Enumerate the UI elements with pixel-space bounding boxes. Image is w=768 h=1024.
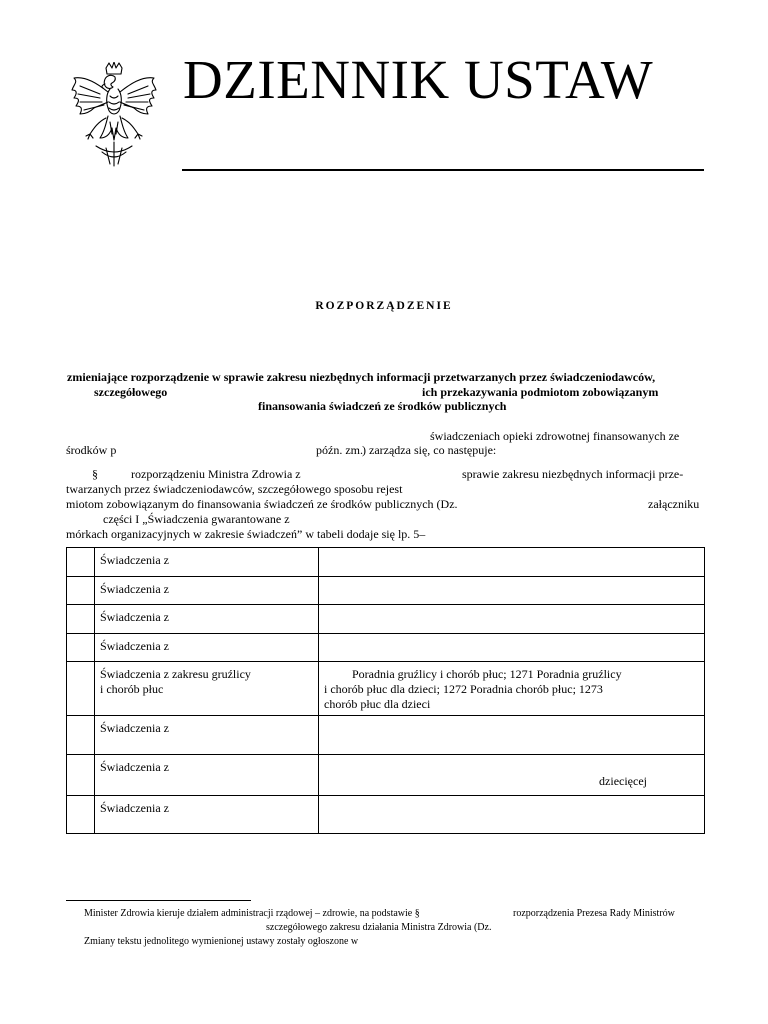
- preamble-line-1: świadczeniach opieki zdrowotnej finansowanych ze: [430, 429, 680, 443]
- subject-line-2b: ich przekazywania podmiotom zobowiązanym: [422, 385, 659, 399]
- service-line: i chorób płuc: [100, 682, 164, 696]
- units-cell: [319, 796, 705, 834]
- table-row: [67, 716, 705, 755]
- units-line: chorób płuc dla dzieci: [324, 697, 431, 711]
- footnote-1-part-b: rozporządzenia Prezesa Rady Ministrów: [513, 908, 675, 919]
- footnote-1-part-a: Minister Zdrowia kieruje działem administracji rządowej – zdrowie, na podstawie §: [84, 908, 420, 919]
- subject-line-3: finansowania świadczeń ze środków publicznych: [258, 399, 507, 413]
- service-cell: Świadczenia z: [95, 716, 319, 755]
- units-cell: [319, 716, 705, 755]
- service-cell: Świadczenia z: [95, 634, 319, 662]
- service-cell: Świadczenia z: [95, 548, 319, 577]
- units-cell: [319, 605, 705, 634]
- masthead-divider: [182, 169, 704, 171]
- preamble-line-2c: ) zarządza się, co następuje:: [362, 443, 497, 457]
- service-line: Świadczenia z zakresu gruźlicy: [100, 667, 251, 681]
- table-row: [67, 662, 705, 716]
- paragraph-line-1a: rozporządzeniu Ministra Zdrowia z: [131, 467, 301, 481]
- subject-line-2a: szczegółowego: [94, 385, 168, 399]
- lp-cell: [67, 662, 95, 716]
- paragraph-line-2: twarzanych przez świadczeniodawców, szczegółowego sposobu rejest: [66, 482, 403, 496]
- paragraph-line-5: mórkach organizacyjnych w zakresie świadczeń” w tabeli dodaje się lp. 5–: [66, 527, 426, 541]
- service-cell: Świadczenia z: [95, 577, 319, 605]
- units-cell: [319, 662, 705, 716]
- units-cell: dziecięcej: [319, 755, 705, 796]
- subject-line-1: zmieniające rozporządzenie w sprawie zakresu niezbędnych informacji przetwarzanych przez świadczeniodawców,: [67, 370, 656, 384]
- lp-cell: [67, 548, 95, 577]
- service-cell: Świadczenia z: [95, 755, 319, 796]
- lp-cell: [67, 796, 95, 834]
- paragraph-line-4: części I „Świadczenia gwarantowane z: [103, 512, 290, 526]
- white-eagle-emblem-icon: [66, 62, 162, 168]
- paragraph-line-1b: sprawie zakresu niezbędnych informacji prze-: [462, 467, 684, 481]
- units-line: i chorób płuc dla dzieci; 1272 Poradnia chorób płuc; 1273: [324, 682, 603, 696]
- footnote-1-part-c: szczegółowego zakresu działania Ministra Zdrowia (Dz.: [266, 922, 492, 933]
- paragraph-symbol: §: [92, 467, 98, 481]
- units-cell: [319, 634, 705, 662]
- lp-cell: [67, 716, 95, 755]
- table-row: [67, 605, 705, 634]
- service-cell: Świadczenia z: [95, 796, 319, 834]
- masthead-title: DZIENNIK USTAW: [183, 49, 654, 110]
- service-cell: [95, 662, 319, 716]
- preamble-line-2b: późn. zm.: [316, 443, 363, 457]
- document-type-heading: ROZPORZĄDZENIE: [315, 300, 453, 312]
- service-cell: Świadczenia z: [95, 605, 319, 634]
- units-line: Poradnia gruźlicy i chorób płuc; 1271 Poradnia gruźlicy: [352, 667, 622, 681]
- services-table: [66, 547, 705, 834]
- table-row: [67, 577, 705, 605]
- lp-cell: [67, 634, 95, 662]
- table-row: [67, 634, 705, 662]
- footnote-divider: [66, 900, 251, 901]
- paragraph-line-3b: załączniku: [648, 497, 700, 511]
- preamble-line-2a: środków p: [66, 443, 117, 457]
- footnote-2: Zmiany tekstu jednolitego wymienionej ustawy zostały ogłoszone w: [84, 936, 359, 947]
- units-cell: [319, 548, 705, 577]
- table-row: [67, 755, 705, 796]
- paragraph-line-3a: miotom zobowiązanym do finansowania świadczeń ze środków publicznych (Dz.: [66, 497, 458, 511]
- lp-cell: [67, 755, 95, 796]
- lp-cell: [67, 577, 95, 605]
- lp-cell: [67, 605, 95, 634]
- table-row: [67, 548, 705, 577]
- table-row: [67, 796, 705, 834]
- units-cell: [319, 577, 705, 605]
